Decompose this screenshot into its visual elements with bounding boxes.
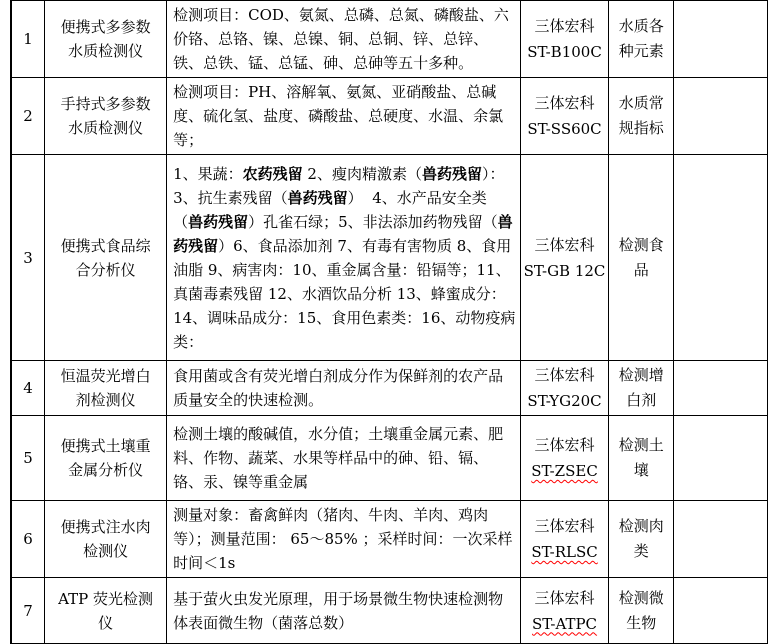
product-name: 便携式注水肉检测仪	[45, 501, 167, 578]
model-number: ST-RLSC	[531, 543, 598, 561]
brand-model-cell	[520, 361, 609, 416]
empty-cell	[674, 416, 768, 501]
empty-cell	[674, 155, 768, 361]
brand-model-cell	[520, 155, 609, 361]
brand-name: 三体宏科	[534, 436, 595, 454]
product-description: 检测土壤的酸碱值，水分值；土壤重金属元素、肥料、作物、蔬菜、水果等样品中的砷、铅、镉、铬、汞、镍等重金属	[167, 416, 521, 501]
empty-cell	[674, 78, 768, 155]
product-name: 便携式多参数水质检测仪	[45, 1, 167, 78]
model-number: ST-ZSEC	[531, 462, 598, 480]
category-cell: 检测土壤	[609, 416, 674, 501]
product-description: 食用菌或含有荧光增白剂成分作为保鲜剂的农产品质量安全的快速检测。	[167, 361, 521, 416]
product-description: 基于萤火虫发光原理，用于场景微生物快速检测物体表面微生物（菌落总数）	[167, 578, 521, 644]
empty-cell	[674, 361, 768, 416]
brand-model-cell	[520, 416, 609, 501]
product-description: 测量对象：畜禽鲜肉（猪肉、牛肉、羊肉、鸡肉等）；测量范围： 65～85% ；采样时间：一次采样时间＜1s	[167, 501, 521, 578]
brand-name: 三体宏科	[534, 94, 595, 112]
product-description: 检测项目：PH、溶解氧、氨氮、亚硝酸盐、总碱度、硫化氢、盐度、磷酸盐、总硬度、水温、余氯等；	[167, 78, 521, 155]
brand-name: 三体宏科	[534, 517, 595, 535]
category-cell: 水质常规指标	[609, 78, 674, 155]
category-cell: 检测增白剂	[609, 361, 674, 416]
category-cell: 检测食品	[609, 155, 674, 361]
empty-cell	[674, 1, 768, 78]
brand-name: 三体宏科	[534, 17, 595, 35]
category-cell: 检测肉类	[609, 501, 674, 578]
row-number: 7	[11, 578, 45, 644]
product-name: 便携式土壤重金属分析仪	[45, 416, 167, 501]
product-name: 手持式多参数水质检测仪	[45, 78, 167, 155]
model-number: ST-SS60C	[527, 120, 602, 138]
row-number: 5	[11, 416, 45, 501]
model-number: ST-B100C	[527, 43, 602, 61]
table-row	[11, 501, 768, 578]
product-table	[10, 0, 768, 644]
row-number: 2	[11, 78, 45, 155]
brand-model-cell	[520, 578, 609, 644]
brand-name: 三体宏科	[534, 366, 595, 384]
product-name: 便携式食品综合分析仪	[45, 155, 167, 361]
model-number: ST-YG20C	[527, 392, 602, 410]
model-number: ST-ATPC	[532, 614, 598, 633]
brand-model-cell	[520, 501, 609, 578]
table-row	[11, 361, 768, 416]
table-row	[11, 78, 768, 155]
product-name: 恒温荧光增白剂检测仪	[45, 361, 167, 416]
table-row	[11, 416, 768, 501]
model-number: ST-GB 12C	[523, 261, 606, 280]
brand-name: 三体宏科	[534, 588, 595, 607]
product-description: 检测项目：COD、氨氮、总磷、总氮、磷酸盐、六价铬、总铬、镍、总镍、铜、总铜、锌、总锌、铁、总铁、锰、总锰、砷、总砷等五十多种。	[167, 1, 521, 78]
brand-model-cell	[520, 1, 609, 78]
empty-cell	[674, 501, 768, 578]
row-number: 4	[11, 361, 45, 416]
brand-model-cell	[520, 78, 609, 155]
row-number: 6	[11, 501, 45, 578]
empty-cell	[674, 578, 768, 644]
product-name: ATP 荧光检测仪	[45, 578, 167, 644]
category-cell: 水质各种元素	[609, 1, 674, 78]
category-cell: 检测微生物	[609, 578, 674, 644]
product-description: 1、果蔬：农药残留 2、瘦肉精激素（兽药残留）：3、抗生素残留（兽药残留） 4、水产品安全类（兽药残留）孔雀石绿；5、非法添加药物残留（兽药残留）6、食品添加剂 7、有毒有害物质 8、食用油脂 9、病害肉：10、重金属含量：铅镉等；11、真菌毒素残留 12、水酒饮品分析 13、蜂蜜成分：14、调味品成分：15、食用色素类：16、动物疫病类：	[167, 155, 521, 361]
table-row	[11, 1, 768, 78]
row-number: 3	[11, 155, 45, 361]
row-number: 1	[11, 1, 45, 78]
table-row	[11, 578, 768, 644]
brand-name: 三体宏科	[534, 235, 595, 254]
table-row	[11, 155, 768, 361]
